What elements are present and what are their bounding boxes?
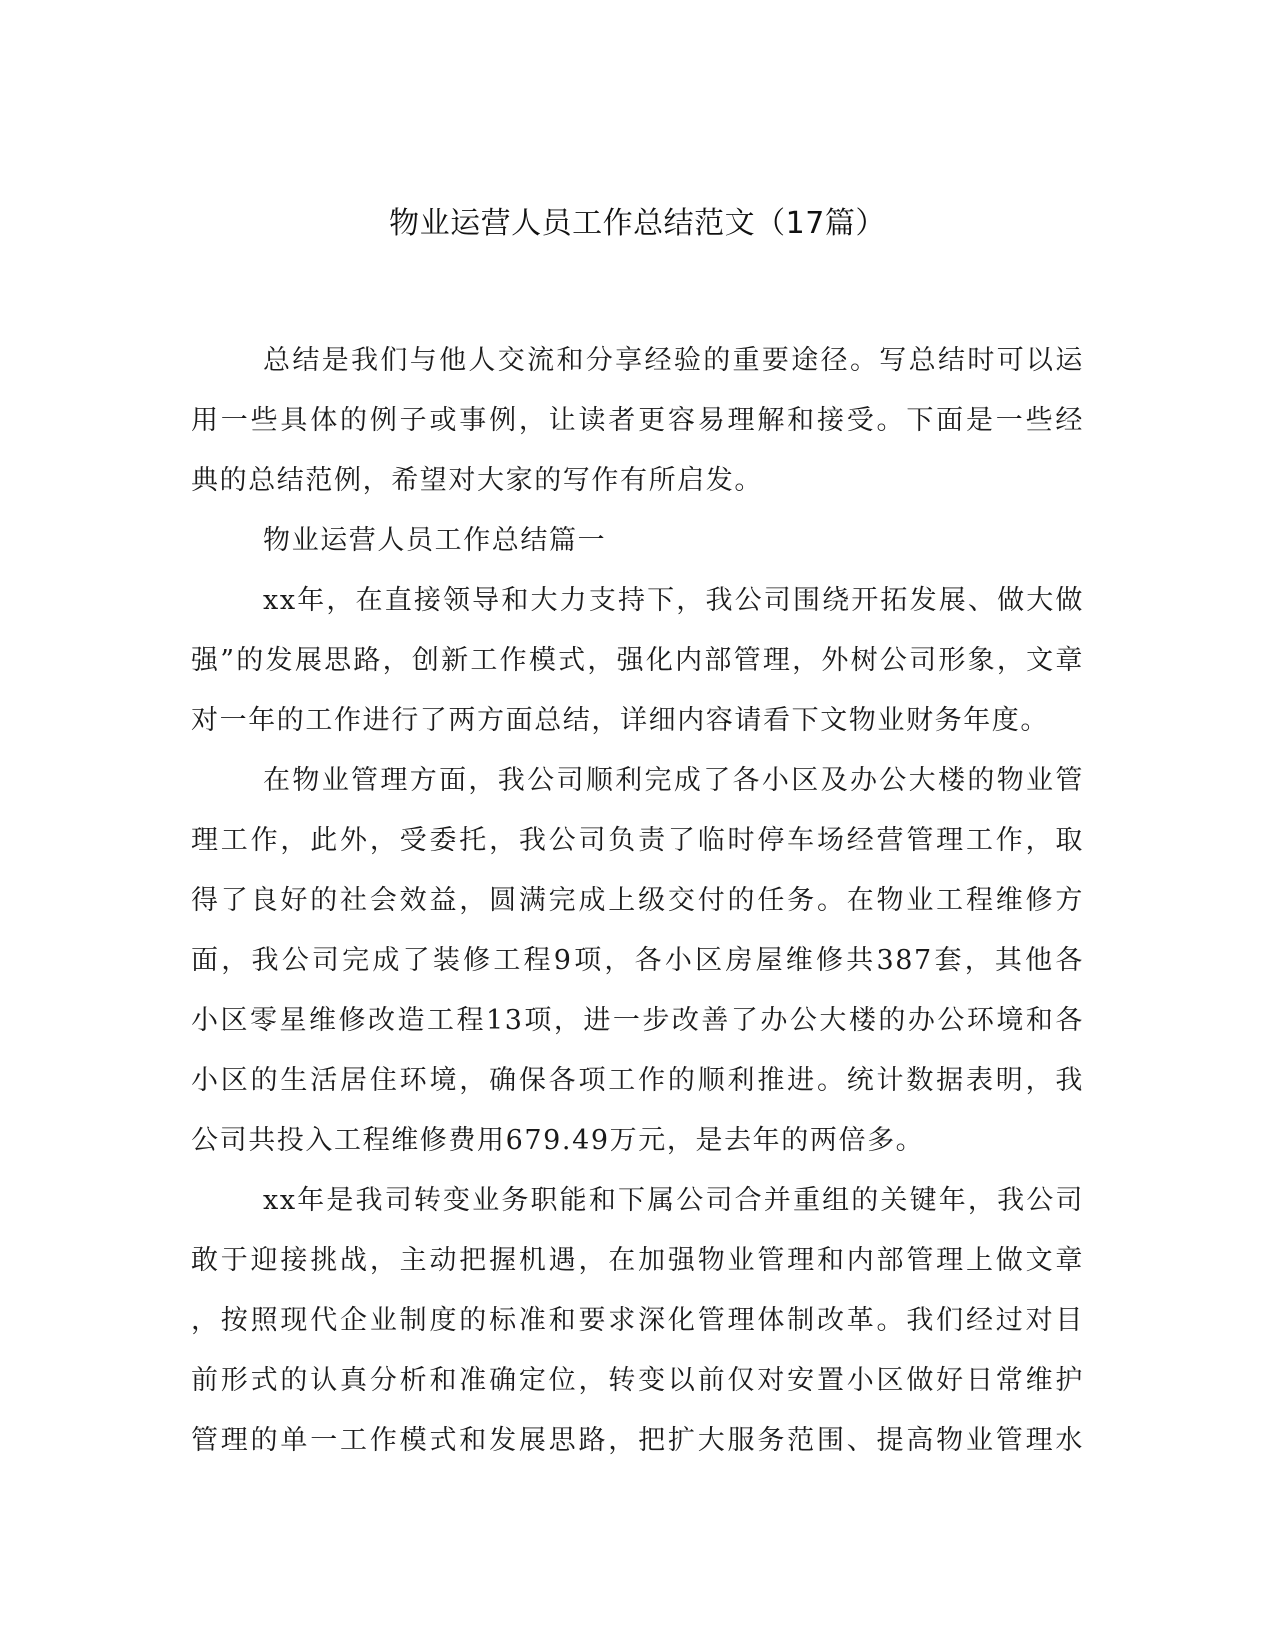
body-line: 小区的生活居住环境，确保各项工作的顺利推进。统计数据表明，我 <box>191 1065 1084 1096</box>
body-line: ，按照现代企业制度的标准和要求深化管理体制改革。我们经过对目 <box>191 1305 1084 1336</box>
body-line: 典的总结范例，希望对大家的写作有所启发。 <box>191 465 763 496</box>
body-line: 公司共投入工程维修费用679.49万元，是去年的两倍多。 <box>191 1125 925 1156</box>
body-line: 小区零星维修改造工程13项，进一步改善了办公大楼的办公环境和各 <box>191 1005 1084 1036</box>
body-line: 用一些具体的例子或事例，让读者更容易理解和接受。下面是一些经 <box>191 405 1084 436</box>
body-line: xx年是我司转变业务职能和下属公司合并重组的关键年，我公司 <box>263 1185 1084 1216</box>
body-line: 得了良好的社会效益，圆满完成上级交付的任务。在物业工程维修方 <box>191 885 1084 916</box>
body-line: 前形式的认真分析和准确定位，转变以前仅对安置小区做好日常维护 <box>191 1365 1084 1396</box>
body-line: 在物业管理方面，我公司顺利完成了各小区及办公大楼的物业管 <box>263 765 1084 796</box>
body-line: 理工作，此外，受委托，我公司负责了临时停车场经营管理工作，取 <box>191 825 1084 856</box>
body-line: 对一年的工作进行了两方面总结，详细内容请看下文物业财务年度。 <box>191 705 1049 736</box>
body-line: 面，我公司完成了装修工程9项，各小区房屋维修共387套，其他各 <box>191 945 1084 976</box>
body-line: 敢于迎接挑战，主动把握机遇，在加强物业管理和内部管理上做文章 <box>191 1245 1084 1276</box>
body-line: 管理的单一工作模式和发展思路，把扩大服务范围、提高物业管理水 <box>191 1425 1084 1456</box>
section-heading: 物业运营人员工作总结篇一 <box>263 525 607 556</box>
body-line: xx年，在直接领导和大力支持下，我公司围绕开拓发展、做大做 <box>263 585 1084 616</box>
body-line: 总结是我们与他人交流和分享经验的重要途径。写总结时可以运 <box>263 345 1084 376</box>
document-title: 物业运营人员工作总结范文（17篇） <box>389 206 886 241</box>
body-line: 强”的发展思路，创新工作模式，强化内部管理，外树公司形象，文章 <box>191 645 1084 676</box>
document-body <box>191 331 1084 1471</box>
